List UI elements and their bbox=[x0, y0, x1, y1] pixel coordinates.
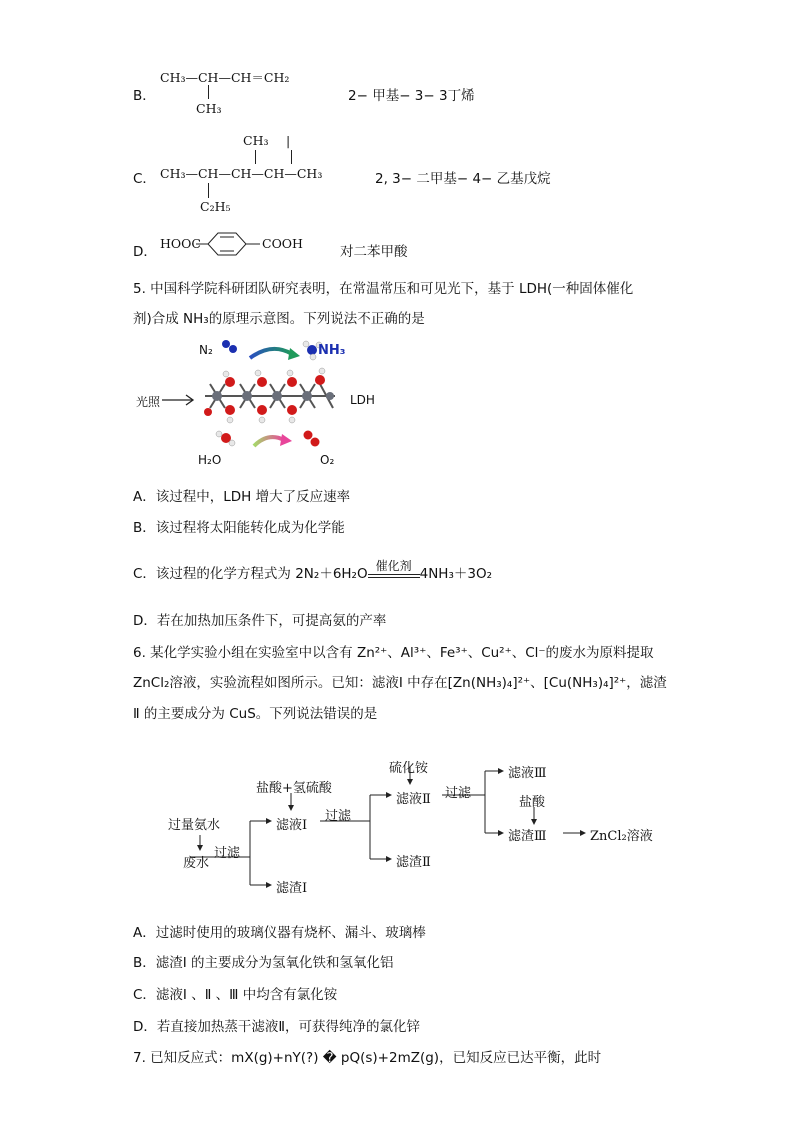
q6-option-d: D．若直接加热蒸干滤液Ⅱ，可获得纯净的氯化锌 bbox=[133, 1019, 421, 1035]
q6-stem-line-3: Ⅱ 的主要成分为 CuS。下列说法错误的是 bbox=[133, 706, 378, 722]
option-b-label: B． bbox=[133, 88, 156, 104]
q6-option-b: B．滤渣Ⅰ 的主要成分为氢氧化铁和氢氧化铝 bbox=[133, 955, 394, 971]
option-c-top-methyl-1: CH₃ bbox=[243, 133, 269, 148]
light-arrow-icon bbox=[162, 394, 196, 406]
q5-option-c-prefix: C．该过程的化学方程式为 2N₂＋6H₂O bbox=[133, 566, 368, 582]
q6-option-c: C．滤液Ⅰ 、Ⅱ 、Ⅲ 中均含有氯化铵 bbox=[133, 987, 338, 1003]
flow-residue-2: 滤渣Ⅱ bbox=[396, 855, 431, 870]
option-b-name: 2− 甲基− 3− 3丁烯 bbox=[348, 88, 475, 104]
flow-filtrate-1: 滤液Ⅰ bbox=[276, 818, 308, 833]
q5-option-c-suffix: 4NH₃＋3O₂ bbox=[419, 566, 492, 582]
flow-residue-3: 滤渣Ⅲ bbox=[508, 829, 547, 844]
flow-reagent-ammonia: 过量氨水 bbox=[168, 818, 221, 833]
fig-light-label: 光照 bbox=[136, 395, 161, 409]
option-c-top-methyl-2: | bbox=[286, 133, 291, 148]
q6-stem-line-2: ZnCl₂溶液，实验流程如图所示。已知：滤液Ⅰ 中存在[Zn(NH₃)₄]²⁺、[Cu(NH₃)₄]²⁺，滤渣 bbox=[133, 675, 667, 691]
q5-option-c bbox=[133, 559, 492, 582]
option-d-left-group: HOOC bbox=[160, 236, 201, 251]
q6-stem-line-1: 6. 某化学实验小组在实验室中以含有 Zn²⁺、Al³⁺、Fe³⁺、Cu²⁺、Cl⁻的废水为原料提取 bbox=[133, 645, 654, 661]
option-d-label: D． bbox=[133, 244, 157, 260]
flow-filtrate-2: 滤液Ⅱ bbox=[396, 792, 431, 807]
flow-filter-1: 过滤 bbox=[214, 846, 241, 861]
fig-ldh-label: LDH bbox=[350, 393, 375, 407]
q5-option-a: A．该过程中，LDH 增大了反应速率 bbox=[133, 489, 351, 505]
option-c-main-chain: CH₃—CH—CH—CH—CH₃ bbox=[160, 166, 323, 181]
flow-filter-3: 过滤 bbox=[445, 786, 472, 801]
flow-residue-1: 滤渣Ⅰ bbox=[276, 881, 308, 896]
option-d-right-group: COOH bbox=[262, 236, 303, 251]
q5-option-d: D．若在加热加压条件下，可提高氨的产率 bbox=[133, 613, 387, 629]
option-c-bond-top-2 bbox=[291, 150, 292, 164]
option-c-label: C． bbox=[133, 171, 156, 187]
catalyst-condition: 催化剂 bbox=[375, 559, 412, 573]
option-b-main-chain: CH₃—CH—CH＝CH₂ bbox=[160, 70, 290, 85]
flow-reagent-hcl-h2s: 盐酸+氢硫酸 bbox=[256, 781, 332, 796]
flow-reagent-ammonium-sulfide: 硫化铵 bbox=[389, 761, 429, 776]
q7-stem: 7. 已知反应式：mX(g)+nY(?) � pQ(s)+2mZ(g)，已知反应已达平衡，此时 bbox=[133, 1050, 602, 1066]
q5-stem-line-2: 剂)合成 NH₃的原理示意图。下列说法不正确的是 bbox=[133, 311, 425, 327]
h2o-to-o2-arrow-icon bbox=[212, 428, 332, 450]
flow-filter-2: 过滤 bbox=[325, 809, 352, 824]
fig-o2-label: O₂ bbox=[320, 453, 335, 467]
option-d-name: 对二苯甲酸 bbox=[340, 244, 408, 260]
option-b-branch: CH₃ bbox=[196, 101, 222, 116]
fig-h2o-label: H₂O bbox=[198, 453, 222, 467]
option-b-bond bbox=[208, 85, 209, 99]
fig-nh3-label: NH₃ bbox=[318, 343, 346, 358]
option-c-bond-bottom bbox=[208, 183, 209, 198]
option-c-branch-bottom: C₂H₅ bbox=[200, 199, 231, 214]
flow-acid: 盐酸 bbox=[519, 795, 546, 810]
flow-filtrate-3: 滤液Ⅲ bbox=[508, 766, 547, 781]
q5-option-b: B．该过程将太阳能转化成为化学能 bbox=[133, 520, 345, 536]
reaction-arrow bbox=[368, 559, 420, 578]
q6-option-a: A．过滤时使用的玻璃仪器有烧杯、漏斗、玻璃棒 bbox=[133, 925, 426, 941]
option-c-bond-top-1 bbox=[255, 150, 256, 164]
flow-product: ZnCl₂溶液 bbox=[590, 829, 653, 844]
flow-wastewater: 废水 bbox=[183, 856, 210, 871]
benzene-ring-icon bbox=[196, 230, 260, 258]
ldh-crystal-structure-icon bbox=[200, 366, 340, 426]
q5-stem-line-1: 5. 中国科学院科研团队研究表明，在常温常压和可见光下，基于 LDH(一种固体催化 bbox=[133, 281, 634, 297]
fig-n2-label: N₂ bbox=[199, 343, 213, 357]
option-c-name: 2, 3− 二甲基− 4− 乙基戊烷 bbox=[375, 171, 551, 187]
